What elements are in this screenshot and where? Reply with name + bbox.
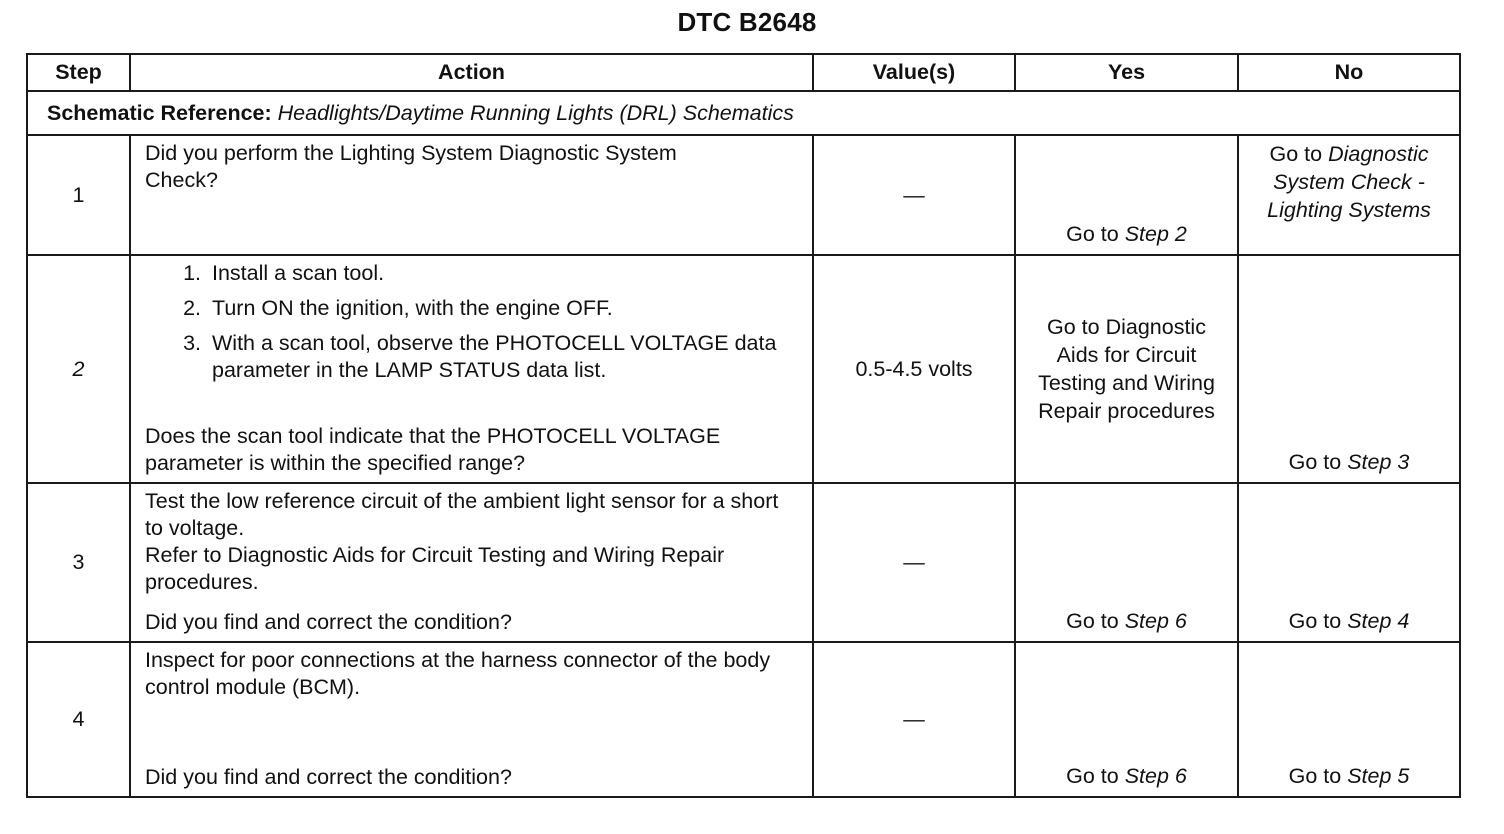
action-cell <box>130 255 813 483</box>
step-number: 4 <box>27 642 130 797</box>
header-yes: Yes <box>1015 54 1238 91</box>
substep-item <box>145 330 798 384</box>
yes-prefix: Go to <box>1066 222 1119 246</box>
yes-target: Step 6 <box>1124 764 1187 788</box>
value-cell: — <box>813 642 1015 797</box>
yes-cell <box>1015 642 1238 797</box>
substep-number: 2. <box>183 296 201 320</box>
no-cell <box>1238 642 1460 797</box>
table-row <box>27 483 1460 642</box>
schematic-reference-link: Headlights/Daytime Running Lights (DRL) Schematics <box>277 100 794 125</box>
value-cell: — <box>813 135 1015 255</box>
substep-item <box>145 295 798 322</box>
diagnostic-table <box>26 53 1461 798</box>
action-cell <box>130 642 813 797</box>
document-title: DTC B2648 <box>677 7 817 37</box>
substep-text: With a scan tool, observe the PHOTOCELL VOLTAGE data parameter in the LAMP STATUS data list. <box>212 331 777 382</box>
no-target: Diagnostic System Check - Lighting Systems <box>1267 142 1431 222</box>
table-row <box>27 255 1460 483</box>
table-row <box>27 135 1460 255</box>
substep-list <box>145 260 798 392</box>
header-action: Action <box>130 54 813 91</box>
no-cell <box>1238 255 1460 483</box>
schematic-reference-row <box>27 91 1460 135</box>
no-prefix: Go to <box>1288 450 1342 474</box>
header-step: Step <box>27 54 130 91</box>
action-cell <box>130 483 813 642</box>
yes-prefix: Go to <box>1066 609 1119 633</box>
yes-cell <box>1015 483 1238 642</box>
action-text: Inspect for poor connections at the harness connector of the body control module (BCM). <box>145 648 771 699</box>
schematic-reference <box>27 91 1460 135</box>
action-cell <box>130 135 813 255</box>
substep-text: Turn ON the ignition, with the engine OFF. <box>212 296 613 320</box>
no-target: Step 4 <box>1347 609 1410 633</box>
yes-prefix: Go to <box>1066 764 1119 788</box>
action-question: Did you find and correct the condition? <box>145 765 512 789</box>
table-row <box>27 642 1460 797</box>
substep-text: Install a scan tool. <box>212 261 385 285</box>
step-number: 1 <box>27 135 130 255</box>
substep-number: 1. <box>183 261 201 285</box>
substep-item <box>145 260 798 287</box>
yes-cell <box>1015 255 1238 483</box>
value-cell: 0.5-4.5 volts <box>813 255 1015 483</box>
header-no: No <box>1238 54 1460 91</box>
yes-target: Step 2 <box>1124 222 1187 246</box>
substep-number: 3. <box>183 331 201 355</box>
yes-text: Go to Diagnostic Aids for Circuit Testing and Wiring Repair procedures <box>1038 315 1215 423</box>
action-question: Does the scan tool indicate that the PHOTOCELL VOLTAGE parameter is within the specified range? <box>145 424 721 475</box>
no-target: Step 5 <box>1347 764 1410 788</box>
no-prefix: Go to <box>1288 764 1342 788</box>
value-cell: — <box>813 483 1015 642</box>
no-prefix: Go to <box>1288 609 1342 633</box>
no-target: Step 3 <box>1347 450 1410 474</box>
no-cell <box>1238 135 1460 255</box>
yes-target: Step 6 <box>1124 609 1187 633</box>
header-values: Value(s) <box>813 54 1015 91</box>
action-text: Test the low reference circuit of the ambient light sensor for a short to voltage. <box>145 489 779 540</box>
table-header-row <box>27 54 1460 91</box>
no-cell <box>1238 483 1460 642</box>
step-number: 2 <box>27 255 130 483</box>
no-prefix: Go to <box>1269 142 1323 166</box>
action-text: Did you perform the Lighting System Diagnostic System Check? <box>145 141 677 192</box>
action-text: Refer to Diagnostic Aids for Circuit Testing and Wiring Repair procedures. <box>145 543 725 594</box>
step-number: 3 <box>27 483 130 642</box>
yes-cell <box>1015 135 1238 255</box>
schematic-reference-label: Schematic Reference: <box>47 100 272 125</box>
action-question: Did you find and correct the condition? <box>145 610 512 634</box>
